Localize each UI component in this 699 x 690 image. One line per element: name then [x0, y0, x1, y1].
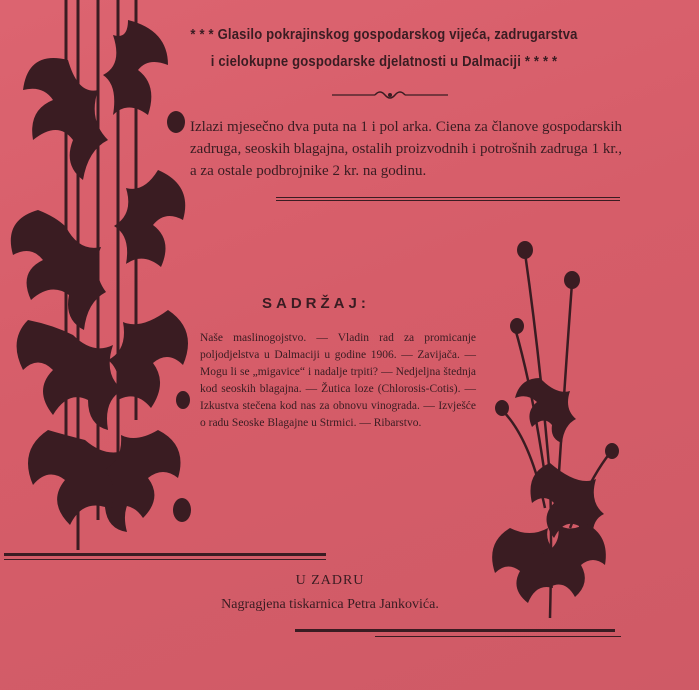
imprint-printer: Nagragjena tiskarnica Petra Jankovića.: [221, 597, 439, 612]
divider: [4, 553, 326, 556]
contents-heading: SADRŽAJ:: [262, 295, 370, 312]
imprint-city: U ZADRU: [295, 573, 365, 588]
subscription-info: Izlazi mjesečno dva puta na 1 i pol arka. Ciena za članove gospodarskih zadruga, seoskih blagajna, ostalih proizvodnih i potrošnih zadruga 1 kr., a za ostale podbrojnike 2 kr. na godinu.: [190, 119, 622, 179]
scroll-ornament-icon: [330, 88, 450, 102]
subtitle-line-2: i cielokupne gospodarske djelatnosti u Dalmaciji * * * *: [210, 54, 558, 70]
journal-subtitle: [186, 22, 582, 76]
poppy-ornament-right-icon: [480, 238, 630, 628]
contents-list: Naše maslinogojstvo. — Vladin rad za promicanje poljodjelstva u Dalmaciji u godine 1906. — Zavijača. — Mogu li se „migavice“ i nadalje trpiti? — Nedjeljna štednja kod seoskih blagajna. — Žutica loze (Chlorosis-Cotis). — Izkustva stečena kod nas za obnovu vinograda. — Izvješće o radu Seoske Blagajne u Strmici. — Ribarstvo.: [200, 332, 476, 429]
poppy-ornament-left-icon: [8, 0, 198, 555]
divider: [375, 636, 621, 637]
divider: [4, 559, 326, 560]
divider: [276, 200, 620, 201]
divider: [295, 629, 615, 632]
divider: [276, 197, 620, 198]
subtitle-line-1: * * * Glasilo pokrajinskog gospodarskog vijeća, zadrugarstva: [190, 27, 578, 43]
